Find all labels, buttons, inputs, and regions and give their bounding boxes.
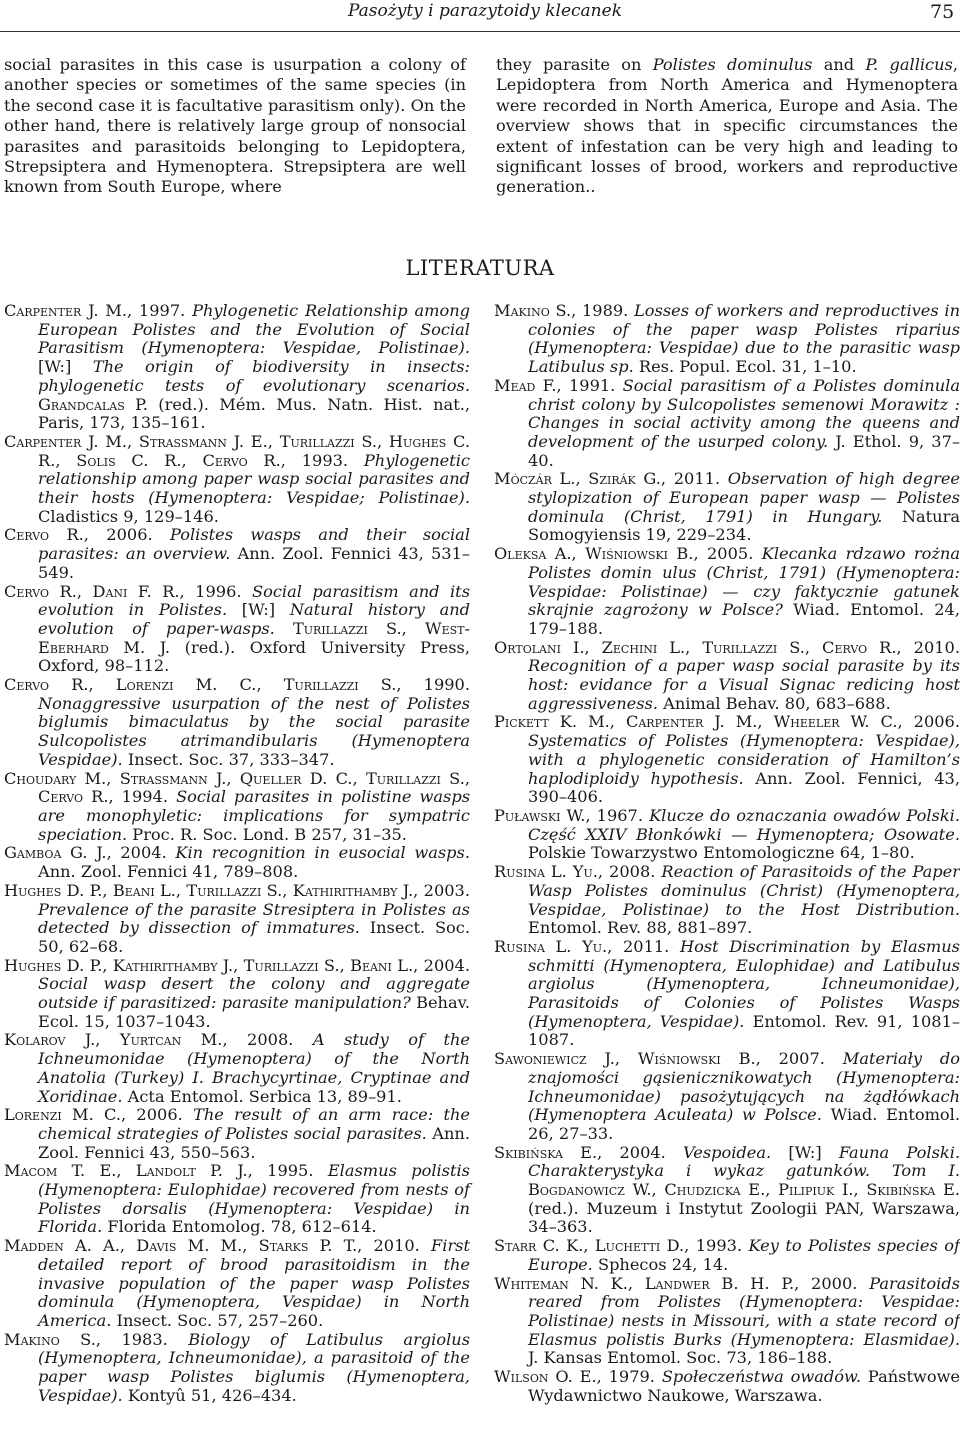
reference-entry <box>4 1106 470 1162</box>
reference-authors: Choudary M., Strassmann J., Queller D. C., Turillazzi S., Cervo R., 1994. <box>4 768 470 807</box>
reference-source: Entomol. Rev. 91, 1081–1087. <box>528 1011 960 1050</box>
reference-title: A study of the Ichneumonidae (Hymenoptera) of the North Anatolia (Turkey) I. Brachycyrtinae, Cryptinae and Xoridinae. <box>38 1030 470 1106</box>
reference-title: Host Discrimination by Elasmus schmitti (Hymenoptera, Eulophidae) and Latibulus argiolus (Hymenoptera, Ichneumonidae), Parasitoids of Colonies of Polistes Wasps (Hymenoptera, Vespidae). <box>528 936 960 1031</box>
reference-source: Wiad. Entomol. 26, 27–33. <box>528 1105 960 1143</box>
reference-title: Społeczeństwa owadów. <box>661 1367 862 1387</box>
reference-title: Kin recognition in eusocial wasps. <box>175 843 470 863</box>
body-paragraph: social parasites in this case is usurpation a colony of another species or sometimes of the same species (in the second case it is facultative parasitism only). On the other hand, there is relatively large group of nonsocial parasites and parasitoids belonging to Lepidoptera, Strepsiptera and Hymenoptera. Strepsiptera are well known from South Europe, where <box>4 55 466 197</box>
reference-entry <box>4 1162 470 1237</box>
reference-entry <box>494 1275 960 1369</box>
reference-source: Proc. R. Soc. Lond. B 257, 31–35. <box>127 824 407 844</box>
reference-authors: Madden A. A., Davis M. M., Starks P. T., 2010. <box>4 1236 432 1256</box>
reference-title: Observation of high degree stylopization of European paper wasp — Polistes dominula (Christ, 1791) in Hungary. <box>528 469 960 526</box>
reference-entry <box>4 844 470 881</box>
reference-authors: Cervo R., Dani F. R., 1996. <box>4 581 252 601</box>
reference-source: Insect. Soc. 37, 333–347. <box>122 749 335 769</box>
reference-entry <box>494 863 960 938</box>
reference-authors: Makino S., 1983. <box>4 1329 189 1349</box>
reference-entry <box>494 1368 960 1405</box>
reference-source: Natura Somogyiensis 19, 229–234. <box>528 506 960 545</box>
reference-authors: Lorenzi M. C., 2006. <box>4 1105 194 1125</box>
reference-entry <box>494 713 960 807</box>
reference-authors: Makino S., 1989. <box>494 301 635 320</box>
reference-book-title: Fauna Polski. Charakterystyka i wykaz gatunków. Tom I. <box>528 1142 960 1181</box>
reference-entry <box>494 807 960 863</box>
reference-authors: Skibińska E., 2004. <box>494 1142 684 1162</box>
page-number: 75 <box>930 1 955 23</box>
reference-source: J. Ethol. 9, 37–40. <box>528 431 960 470</box>
reference-entry <box>4 676 470 770</box>
reference-entry <box>494 470 960 545</box>
reference-entry <box>4 433 470 527</box>
reference-authors: Hughes D. P., Kathirithamby J., Turillazzi S., Beani L., 2004. <box>4 955 470 975</box>
body-paragraph <box>496 55 958 198</box>
species-name: P. gallicus <box>865 55 953 74</box>
reference-source: (red.). Oxford University Press, Oxford, 98–112. <box>38 637 470 676</box>
reference-source: Kontyû 51, 426–434. <box>122 1385 297 1405</box>
reference-authors: Carpenter J. M., Strassmann J. E., Turillazzi S., Hughes C. R., Solis C. R., Cervo R., 1993. <box>4 431 470 470</box>
reference-title: Phylogenetic relationship among paper wasp social parasites and their hosts (Hymenoptera: Vespidae; Polistinae). <box>38 450 470 508</box>
reference-source: Insect. Soc. 57, 257–260. <box>111 1310 324 1330</box>
reference-source: Sphecos 24, 14. <box>592 1254 729 1274</box>
reference-title: Recognition of a paper wasp social parasite by its host: evidance for a Visual Signac redicing host aggressiveness. <box>528 656 960 713</box>
reference-authors: Pickett K. M., Carpenter J. M., Wheeler W. C., 2006. <box>494 712 960 732</box>
reference-list-right <box>494 302 960 1405</box>
reference-source: Res. Popul. Ecol. 31, 1–10. <box>633 357 857 377</box>
body-column-right <box>496 55 958 198</box>
reference-entry <box>494 1144 960 1238</box>
reference-entry <box>4 583 470 677</box>
reference-authors: Hughes D. P., Beani L., Turillazzi S., Kathirithamby J., 2003. <box>4 880 470 900</box>
reference-source: Polskie Towarzystwo Entomologiczne 64, 1–80. <box>528 843 915 863</box>
text-run: , Lepidoptera from North America and Hymenoptera were recorded in North America, Europe and Asia. The overview shows that in specific circumstances the extent of infestation can be very high and leading to significant losses of brood, workers and reproductive generation.. <box>496 55 959 197</box>
reference-editors: Grandcalas P. <box>38 394 148 414</box>
reference-entry <box>494 639 960 714</box>
reference-title: Vespoidea. <box>683 1142 772 1162</box>
reference-authors: Rusina L. Yu., 2008. <box>494 862 662 882</box>
section-heading: LITERATURA <box>405 256 555 280</box>
reference-authors: Wilson O. E., 1979. <box>494 1367 662 1387</box>
reference-in: [W:] <box>227 600 290 620</box>
reference-authors: Cervo R., Lorenzi M. C., Turillazzi S., 1990. <box>4 675 470 695</box>
reference-title: Systematics of Polistes (Hymenoptera: Vespidae), with a phylogenetic consideration of Hamilton’s haplodiploidy hypothesis. <box>528 731 960 788</box>
reference-title: Klucze do oznaczania owadów Polski. Część XXIV Błonkówki — Hymenoptera; Osowate. <box>528 805 960 844</box>
reference-title: Phylogenetic Relationship among European Polistes and the Evolution of Social Parasitism (Hymenoptera: Vespidae, Polistinae). <box>38 301 470 358</box>
reference-entry <box>4 1331 470 1406</box>
species-name: Polistes dominulus <box>652 55 813 74</box>
reference-source: Cladistics 9, 129–146. <box>38 506 219 526</box>
reference-title: Materiały do znajomości gąsienicznikowatych (Hymenoptera: Ichneumonidae) pasożytujących na żądłówkach (Hymenoptera Aculeata) w Polsce. <box>528 1049 960 1125</box>
reference-editors: Turillazzi S., West-Eberhard M. J. <box>38 618 470 657</box>
reference-authors: Starr C. K., Luchetti D., 1993. <box>494 1236 749 1256</box>
reference-title: Parasitoids reared from Polistes (Hymenoptera: Vespidae: Polistinae) nests in Missouri, with a state record of Elasmus polistis Burks (Hymenoptera: Elasmidae). <box>528 1273 960 1349</box>
reference-entry <box>4 882 470 957</box>
reference-title: Social parasitism and its evolution in Polistes. <box>38 581 470 620</box>
reference-title: Social wasp desert the colony and aggregate outside if parasitized: parasite manipulation? <box>38 974 470 1013</box>
reference-authors: Oleksa A., Wiśniowski B., 2005. <box>494 544 762 564</box>
reference-entry <box>4 770 470 845</box>
reference-authors: Cervo R., 2006. <box>4 525 171 545</box>
reference-authors: Ortolani I., Zechini L., Turillazzi S., Cervo R., 2010. <box>494 637 960 657</box>
reference-source: Ann. Zool. Fennici, 43, 390–406. <box>528 768 960 807</box>
reference-source: Ann. Zool. Fennici 43, 550–563. <box>38 1123 470 1162</box>
reference-source: J. Kansas Entomol. Soc. 73, 186–188. <box>528 1348 833 1368</box>
reference-list-left <box>4 302 470 1405</box>
reference-source: (red.). Mém. Mus. Natn. Hist. nat., Paris, 173, 135–161. <box>38 394 470 433</box>
reference-title: Elasmus polistis (Hymenoptera: Eulophidae) recovered from nests of Polistes dorsalis (Hymenoptera: Vespidae) in Florida. <box>38 1161 470 1237</box>
reference-authors: Gamboa G. J., 2004. <box>4 843 176 863</box>
reference-authors: Móczár L., Szirák G., 2011. <box>494 469 728 489</box>
reference-in: [W:] <box>771 1142 839 1162</box>
running-title: Pasożyty i parazytoidy klecanek <box>347 1 622 21</box>
reference-title: Social parasitism of a Polistes dominula christ colony by Sulcopolistes semenowi Morawitz : Changes in social activity among the queens and development of the usurped colony. <box>528 375 960 451</box>
reference-authors: Kolarov J., Yurtcan M., 2008. <box>4 1030 313 1050</box>
body-column-left <box>4 55 466 198</box>
reference-entry <box>494 1050 960 1144</box>
reference-title: Reaction of Parasitoids of the Paper Wasp Polistes dominulus (Christ) (Hymenoptera, Vespidae, Polistinae) to the Host Distribution. <box>528 862 960 919</box>
reference-authors: Sawoniewicz J., Wiśniowski B., 2007. <box>494 1049 843 1069</box>
reference-authors: Carpenter J. M., 1997. <box>4 301 193 320</box>
page-header <box>0 0 960 32</box>
reference-title: The result of an arm race: the chemical strategies of Polistes social parasites. <box>38 1105 470 1143</box>
reference-entry <box>494 938 960 1050</box>
reference-authors: Rusina L. Yu., 2011. <box>494 936 680 956</box>
text-run: and <box>812 55 866 74</box>
reference-in: [W:] <box>38 357 93 377</box>
reference-title: Losses of workers and reproductives in colonies of the paper wasp Polistes riparius (Hymenoptera: Vespidae) due to the parasitic wasp Latibulus sp. <box>528 301 960 377</box>
text-run: they parasite on <box>496 55 653 74</box>
reference-source: Ann. Zool. Fennici 43, 531–549. <box>38 544 470 582</box>
reference-source: Animal Behav. 80, 683–688. <box>657 693 891 713</box>
reference-source: (red.). Muzeum i Instytut Zoologii PAN, Warszawa, 34–363. <box>528 1198 960 1237</box>
reference-entry <box>494 377 960 471</box>
reference-title: Polistes wasps and their social parasites: an overview. <box>38 525 470 564</box>
reference-source: Wiad. Entomol. 24, 179–188. <box>528 600 960 638</box>
reference-title: Prevalence of the parasite Stresiptera in Polistes as detected by dissection of immatures. <box>38 899 470 938</box>
reference-book-title: The origin of biodiversity in insects: phylogenetic tests of evolutionary scenarios. <box>38 357 470 395</box>
reference-entry <box>494 545 960 639</box>
reference-entry <box>4 957 470 1032</box>
reference-book-title: Natural history and evolution of paper-wasps. <box>38 600 471 638</box>
reference-source: Entomol. Rev. 88, 881–897. <box>528 918 753 938</box>
reference-source: Behav. Ecol. 15, 1037–1043. <box>38 993 470 1031</box>
reference-authors: Mead F., 1991. <box>494 375 623 395</box>
reference-entry <box>4 1031 470 1106</box>
reference-title: Klecanka rdzawo rożna Polistes domin ulus (Christ, 1791) (Hymenoptera: Vespidae: Polistinae) — czy faktycznie gatunek skrajnie zagrożony w Polsce? <box>528 544 960 620</box>
reference-title: First detailed report of brood parasitoidism in the invasive population of the paper wasp Polistes dominula (Hymenoptera, Vespidae) in North America. <box>38 1236 470 1330</box>
reference-entry <box>494 1237 960 1274</box>
reference-authors: Puławski W., 1967. <box>494 805 650 825</box>
reference-authors: Macom T. E., Landolt P. J., 1995. <box>4 1161 328 1181</box>
reference-title: Biology of Latibulus argiolus (Hymenoptera, Ichneumonidae), a parasitoid of the paper wasp Polistes biglumis (Hymenoptera, Vespidae). <box>38 1329 470 1405</box>
reference-source: Ann. Zool. Fennici 41, 789–808. <box>38 862 299 882</box>
reference-editors: Bogdanowicz W., Chudzicka E., Pilipiuk I., Skibińska E. <box>528 1180 960 1200</box>
reference-source: Acta Entomol. Serbica 13, 89–91. <box>122 1086 402 1106</box>
reference-entry <box>4 1237 470 1331</box>
reference-entry <box>4 526 470 582</box>
reference-title: Social parasites in polistine wasps are monophyletic: implications for sympatric speciation. <box>38 787 470 844</box>
reference-entry <box>4 302 470 433</box>
reference-source: Insect. Soc. 50, 62–68. <box>38 918 470 956</box>
reference-entry <box>494 302 960 377</box>
reference-source: Florida Entomolog. 78, 612–614. <box>102 1217 377 1237</box>
reference-title: Key to Polistes species of Europe. <box>528 1236 960 1274</box>
reference-authors: Whiteman N. K., Landwer B. H. P., 2000. <box>494 1273 870 1293</box>
reference-title: Nonaggressive usurpation of the nest of Polistes biglumis bimaculatus by the social parasite Sulcopolistes atrimandibularis (Hymenoptera Vespidae). <box>38 693 470 769</box>
reference-source: Państwowe Wydawnictwo Naukowe, Warszawa. <box>528 1367 960 1405</box>
